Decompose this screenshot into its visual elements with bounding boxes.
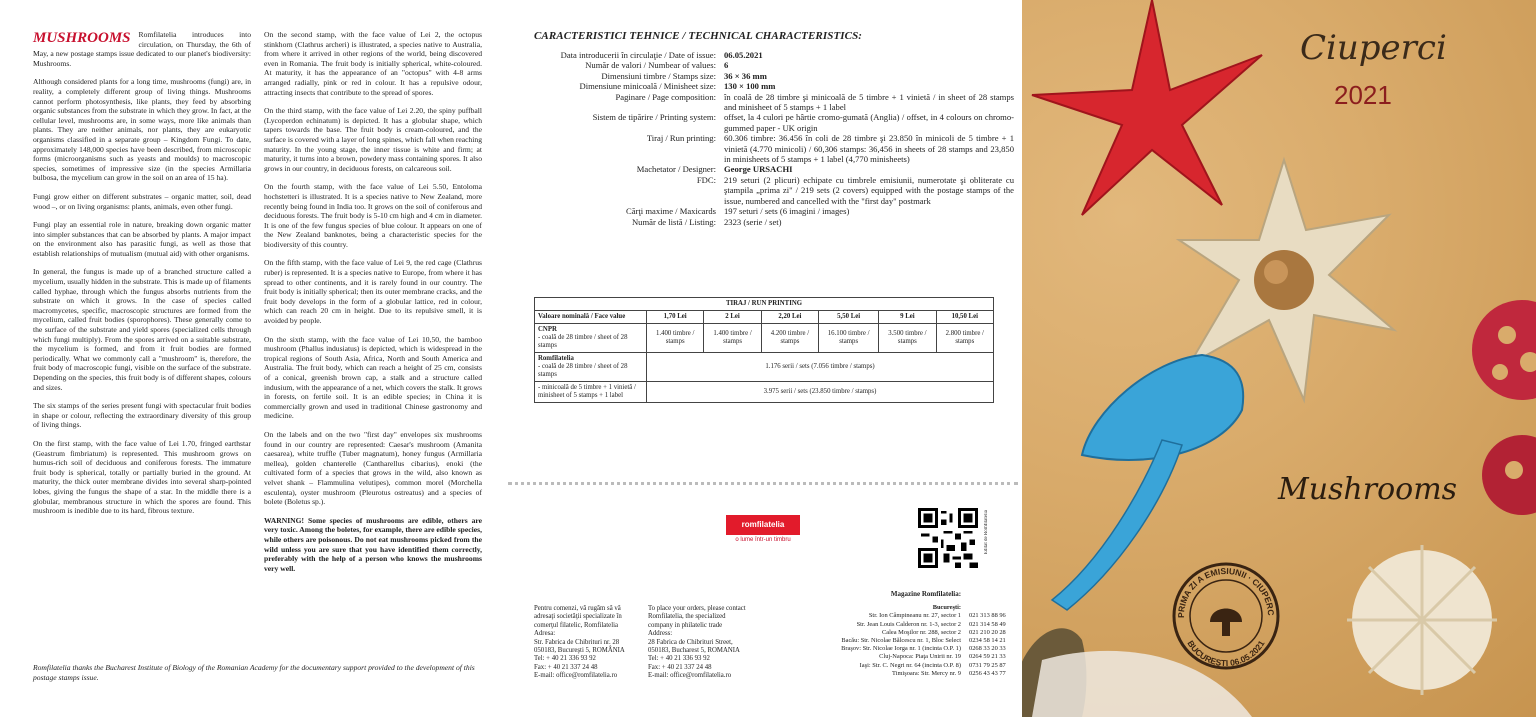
spec-key: Număr de valori / Numbear of values: xyxy=(585,60,716,71)
face-value-cell: 5,50 Lei xyxy=(819,311,879,324)
shops-list xyxy=(795,590,1017,678)
contact-line: Romfilatelia, the specialized xyxy=(648,613,726,621)
spec-key: Sistem de tipărire / Printing system: xyxy=(592,112,716,123)
contact-line: 28 Fabrica de Chibrituri Street, xyxy=(648,638,733,646)
romfilatelia-logo: romfilatelia o lume într-un timbru xyxy=(726,515,800,543)
shop-row: Calea Moşilor nr. 288, sector 2 021 210 20 28 xyxy=(882,628,1006,636)
page-title: MUSHROOMS xyxy=(33,30,131,46)
qr-code[interactable] xyxy=(918,508,978,568)
shop-row: Str. Ion Câmpineanu nr. 27, sector 1 021 313 88 96 xyxy=(868,612,1006,620)
intro-paragraph: Fungi play an essential role in nature, breaking down organic matter into simpler substances that can be absorbed by plants. A major impact on the environment also has parasitic fungi, as well as those that establish relationships of mutualism (mutual aid) with other organisms. xyxy=(33,220,251,258)
stamp-paragraph: On the sixth stamp, with the face value of Lei 10,50, the bamboo mushroom (Phallus indusiatus) is depicted, which is widespread in the tropical regions of South Asia, Africa, North and South America and Australia. The fruit body, which can reach a height of 25 cm, consists of a conical, greenish brown cap, a stalk and a structure called indusium, with the appearance of a net, which covers the stalk. It grows in forests, on fertile soil. It is an edible species; in China it is commercially grown and used in traditional Chinese gastronomy and medicine. xyxy=(264,334,482,421)
contact-line: 050183, Bucharest 5, ROMANIA xyxy=(648,647,740,655)
contact-line: To place your orders, please contact xyxy=(648,605,746,612)
spec-value: George URSACHI xyxy=(724,164,793,175)
svg-text:BUCUREŞTI 06.05.2021: BUCUREŞTI 06.05.2021 xyxy=(1185,638,1267,669)
stamp-paragraph: On the third stamp, with the face value of Lei 2.20, the spiny puffball (Lycoperdon echinatum) is depicted. It has a globular shape, which tapers towards the base. The fruit body is cream-coloured, and the surface is covered with a layer of long spines, which fall when reaching maturity. In the young stage, the inner tissue is white and firm; at maturity, it turns into a brown, powdery mass containing spores. It also grows in our country, in deciduous forests, on calcareous soil. xyxy=(264,106,482,173)
spec-value: 197 seturi / sets (6 imagini / images) xyxy=(724,206,850,217)
contact-line: Tel: + 40 21 336 93 92 xyxy=(648,655,710,663)
contact-en xyxy=(648,605,778,681)
contact-line: comerţul filatelic, Romfilatelia xyxy=(534,621,618,629)
spec-key: FDC: xyxy=(696,174,716,185)
spec-value: 2323 (serie / set) xyxy=(724,216,782,227)
contact-line[interactable]: E-mail: office@romfilatelia.ro xyxy=(534,672,618,680)
cnpr-cell: 1.400 timbre / stamps xyxy=(704,324,761,353)
shop-row: Iaşi: Str. C. Negri nr. 64 (incinta O.P. 8) 0731 79 25 87 xyxy=(859,661,1006,669)
spec-key: Dimensiuni timbre / Stamps size: xyxy=(601,70,716,81)
spec-key: Număr de listă / Listing: xyxy=(631,216,716,227)
spec-key: Data introducerii în circulaţie / Date of issue: xyxy=(560,50,716,60)
stamp-paragraph: On the fourth stamp, with the face value of Lei 5.50, Entoloma hochstetteri is illustrated. It is a species native to New Zealand, more recently being found in India too. It grows on the soil of coniferous and deciduous forests. The fruit body is 5-10 cm high and 4 cm in diameter. It is one of the few fungus species of blue colour. It appears on one of the New Zealand banknotes, being a characteristic species for the biodiversity of this country. xyxy=(264,182,482,249)
shop-row: Bacău: Str. Nicolae Bălcescu nr. 1, Bloc Select 0234 58 14 21 xyxy=(841,637,1006,645)
spec-key: Tiraj / Run printing: xyxy=(646,133,716,144)
intro-paragraph: Fungi grow either on different substrates – organic matter, soil, dead wood –, or on living organisms: plants, animals, even other fungi. xyxy=(33,191,251,211)
contact-line: Tel: + 40 21 336 93 92 xyxy=(534,655,596,663)
cnpr-label: CNPR - coală de 28 timbre / sheet of 28 stamps xyxy=(535,324,647,353)
contact-line: Str. Fabrica de Chibrituri nr. 28 xyxy=(534,638,620,646)
cnpr-cell: 2.800 timbre / stamps xyxy=(936,324,993,353)
cover-year: 2021 xyxy=(1334,80,1392,110)
face-value-cell: 1,70 Lei xyxy=(647,311,704,324)
spec-value: 6 xyxy=(724,60,729,71)
intro-paragraph: Romfilatelia introduces into circulation, on Thursday, the 6th of May, a new postage stamps issue dedicated to our planet's biodiversity: Mushrooms. xyxy=(33,30,251,68)
technical-characteristics xyxy=(534,30,1014,227)
contact-line: Address: xyxy=(648,630,673,638)
shop-row: Braşov: Str. Nicolae Iorga nr. 1 (incinta O.P. 1) 0268 33 20 33 xyxy=(841,645,1006,653)
cnpr-cell: 1.400 timbre / stamps xyxy=(647,324,704,353)
intro-paragraph: The six stamps of the series present fungi with spectacular fruit bodies in shape or colour, reflecting the extraordinary diversity of this group of living things. xyxy=(33,401,251,430)
spec-value: 130 × 100 mm xyxy=(724,81,776,92)
mini-label: - minicoală de 5 timbre + 1 vinietă / minisheet of 5 stamps + 1 label xyxy=(535,382,647,403)
cover-subtitle: Mushrooms xyxy=(1278,472,1458,507)
contact-line: 050183, Bucureşti 5, ROMÂNIA xyxy=(534,647,625,655)
face-value-cell: 9 Lei xyxy=(879,311,936,324)
contact-ro xyxy=(534,605,644,681)
spec-key: Dimensiune minicoală / Minisheet size: xyxy=(579,81,716,92)
warning-text: WARNING! Some species of mushrooms are edible, others are very toxic. Among the boletes, for example, there are edible species, while others are poisonous. Do not eat mushrooms picked from the wild unless you are sure that you have identified them correctly, preferably with the help of a person who knows the mushrooms very well. xyxy=(264,515,482,573)
contact-line: Fax: + 40 21 337 24 48 xyxy=(534,663,598,671)
spec-value: 60.306 timbre: 36.456 în coli de 28 timbre şi 23.850 în minicoli de 5 timbre + 1 vinietă (4.770 minicoli) / 60,306 stamps: 36,456 in sheets of 28 stamps and 23,850 in minisheets of 5 stamps + 1 label (4,770 minisheets) xyxy=(724,133,1014,165)
table-title: TIRAJ / RUN PRINTING xyxy=(535,298,994,311)
editor-note: Editat de Romfilatelia xyxy=(984,510,989,555)
intro-paragraph: Although considered plants for a long time, mushrooms (fungi) are, in reality, a completely different group of living things. Mushrooms cannot perform photosynthesis, like plants, they feed by absorbing organic substances from the substrate in which they grow. In fact, at the cellular level, mushrooms are, in some ways, more like animals than plants. They are neither animals, nor plants, they are eukaryotic organisms classified in a separate group – Kingdom Fungi. To date, approximately 148,000 species have been described, from microscopic forms (microorganisms such as yeasts and moulds) to macroscopic species, sometimes of impressive size (in the species Armillaria bulbosa, the mycelium can grow in the soil on an area of 15 ha). xyxy=(33,77,251,183)
mini-value: 3.975 serii / sets (23.850 timbre / stamps) xyxy=(647,382,994,403)
shop-row: Str. Jean Louis Calderon nr. 1-3, sector 2 021 314 58 49 xyxy=(856,620,1006,628)
red-cage-illustration xyxy=(1472,300,1536,515)
face-value-cell: 2 Lei xyxy=(704,311,761,324)
stamp-paragraph: On the second stamp, with the face value of Lei 2, the octopus stinkhorn (Clathrus archeri) is illustrated, a species native to Australia, from where it arrived in other regions of the world, being discovered even in Romania. The fruit body is initially spherical, white-coloured. At maturity, it has the appearance of an "octopus" with 4-8 arms arranged radially, pink or red in colour. It has a repulsive odour, attracting insects that contribute to the spread of spores. xyxy=(264,30,482,97)
contact-line: Adresa: xyxy=(534,630,556,638)
contact-line: Fax: + 40 21 337 24 48 xyxy=(648,663,712,671)
contact-line: company in philatelic trade xyxy=(648,621,723,629)
intro-paragraph: On the first stamp, with the face value of Lei 1.70, fringed earthstar (Geastrum fimbriatum) is represented. This mushroom grows on humus-rich soil of deciduous and coniferous forests. The immature fruit body is spherical, totally or partially buried in the ground. At maturity, the thick outer membrane divides into several sharp-pointed lobes, giving the fungus the shape of a star. In the middle there is a globular, membranous structure in which the spores are found. This mushroom is inedible due to its hard, fibrous texture. xyxy=(33,438,251,516)
shop-row: Timişoara: Str. Mercy nr. 9 0256 43 43 77 xyxy=(892,669,1006,677)
romf-value: 1.176 serii / sets (7.056 timbre / stamps) xyxy=(647,353,994,382)
octopus-stinkhorn-illustration xyxy=(1032,0,1262,215)
spec-value: 06.05.2021 xyxy=(724,50,763,60)
stamp-paragraph: On the labels and on the two "first day" envelopes six mushrooms found in our country are represented: Caesar's mushroom (Amanita caesarea), white truffle (Tuber magnatum), honey fungus (Armillaria mellea), golden chanterelle (Cantharellus cibarius), enoki (the cultivated form of a species that grows in the wild, also known as velvet shank – Flammulina velutipes), common morel (Morchella esculenta), oyster mushroom (Pleurotus ostreatus) and a species of bolete (Boletus sp.). xyxy=(264,429,482,507)
spec-grid xyxy=(534,50,1014,227)
tech-heading: CARACTERISTICI TEHNICE / TECHNICAL CHARACTERISTICS: xyxy=(534,30,863,42)
contact-line: adresaţi societăţii specializate în xyxy=(534,613,622,621)
romf-label: Romfilatelia - coală de 28 timbre / sheet of 28 stamps xyxy=(535,353,647,382)
contact-line[interactable]: E-mail: office@romfilatelia.ro xyxy=(648,672,732,680)
face-value-label: Valoare nominală / Face value xyxy=(535,311,647,324)
thanks-note: Romfilatelia thanks the Bucharest Institute of Biology of the Romanian Academy for the documentary support provided to the development of this postage stamps issue. xyxy=(33,663,475,682)
face-value-cell: 10,50 Lei xyxy=(936,311,993,324)
spec-value: 36 × 36 mm xyxy=(724,70,767,81)
spec-key: Paginare / Page composition: xyxy=(615,91,716,102)
first-day-postmark xyxy=(1170,560,1282,672)
stamps-column xyxy=(264,30,482,582)
stamp-paragraph: On the fifth stamp, with the face value of Lei 9, the red cage (Clathrus ruber) is represented. It is a species native to Europe, from where it has spread to other continents, and it is rarely found in our country. The fruit body is initially spherical; then its outer membrane cracks, and the fruit body develops in the form of a globular lattice, red in colour, which can reach 20 cm in height. Due to its repulsive smell, it is avoided by people. xyxy=(264,258,482,326)
shop-row: Cluj-Napoca: Piaţa Unirii nr. 19 0264 59 21 33 xyxy=(879,653,1006,661)
shops-city: Bucureşti: xyxy=(932,604,961,612)
svg-text:PRIMA ZI A EMISIUNII · CIUPERC: PRIMA ZI A EMISIUNII · CIUPERC xyxy=(1175,565,1277,619)
cover-panel xyxy=(1022,0,1536,717)
face-value-cell: 2,20 Lei xyxy=(761,311,818,324)
run-printing-table xyxy=(534,297,994,403)
cover-title: Ciuperci xyxy=(1300,28,1447,68)
intro-paragraph: In general, the fungus is made up of a branched structure called a mycelium, usually hidden in the substrate. This is made up of filaments called hyphae, through which the fungus absorbs nutrients from the substrate on which it grows. In the case of species called macromycetes, specific, macroscopic structures are formed from the mycelium, called fruit bodies (sporophores). These generally come to the surface of the substrate and yield spores (specialized cells through which fungi multiply). From the spores arrived on a suitable substrate, the mycelium is formed, and from it fruit bodies are formed periodically. What we commonly call a "mushroom" is, therefore, the fruit body of macroscopic fungi, visible on the surface of the substrate. Depending on the species, this fruit body is of different shapes, colours and sizes. xyxy=(33,267,251,392)
spec-value: 219 seturi (2 plicuri) echipate cu timbrele emisiunii, numerotate şi obliterate cu ştampila „prima zi" / 219 sets (2 covers) equipped with the postage stamps of the issue, numbered and cancelled with the "first day" postmark xyxy=(724,174,1014,206)
shops-heading: Magazine Romfilatelia: xyxy=(890,590,962,598)
spec-key: Cărţi maxime / Maxicards xyxy=(626,206,716,217)
cnpr-cell: 4.200 timbre / stamps xyxy=(761,324,818,353)
intro-column xyxy=(33,30,251,525)
spec-value: offset, la 4 culori pe hârtie cromo-gumată (Anglia) / offset, in 4 colours on chromo-gummed paper - UK origin xyxy=(724,112,1014,133)
cnpr-cell: 3.500 timbre / stamps xyxy=(879,324,936,353)
cnpr-cell: 16.100 timbre / stamps xyxy=(819,324,879,353)
spec-key: Machetator / Designer: xyxy=(636,164,716,175)
contact-line: Pentru comenzi, vă rugăm să vă xyxy=(534,605,621,612)
spiny-puffball-illustration xyxy=(1347,545,1497,695)
spec-value: în coală de 28 timbre şi minicoală de 5 timbre + 1 vinietă / in sheet of 28 stamps and minisheet of 5 stamps + 1 label xyxy=(724,91,1014,113)
divider xyxy=(508,482,1018,485)
